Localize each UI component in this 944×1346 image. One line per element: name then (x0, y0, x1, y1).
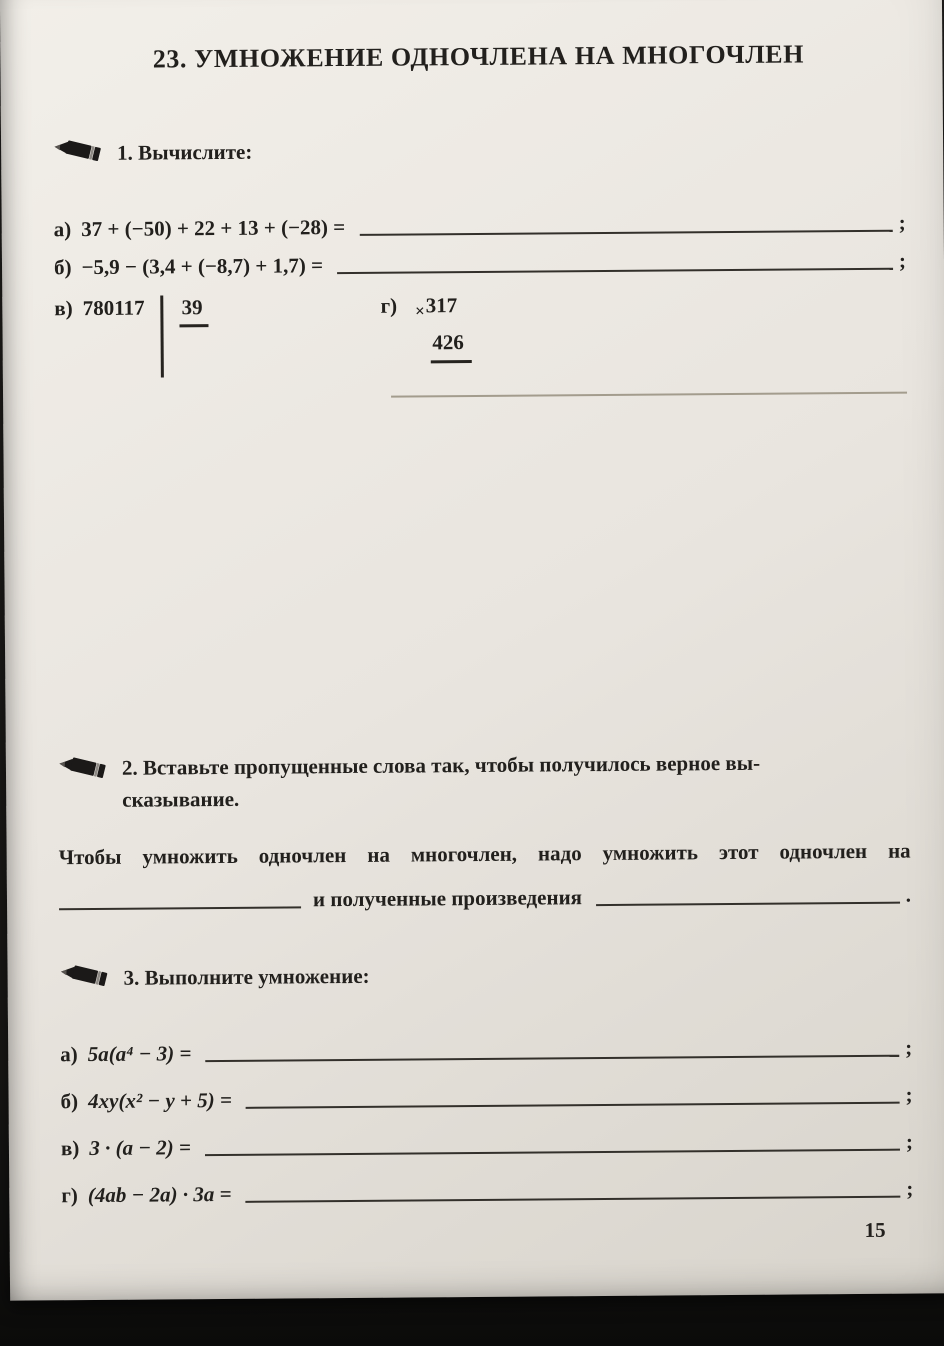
multiplicand: 317 (425, 293, 458, 318)
exercise1-work-row (54, 290, 907, 379)
item-suffix: ; (898, 248, 907, 273)
divisor: 39 (179, 295, 208, 327)
multiplicand-row (415, 293, 458, 321)
pencil-icon (59, 962, 107, 995)
item-expression: (4ab − 2a) · 3a = (87, 1181, 232, 1208)
division-bracket (160, 295, 209, 377)
multiplication-column (415, 293, 472, 363)
item-label: а) (60, 1042, 78, 1067)
item-label: г) (61, 1183, 78, 1208)
exercise1-header (53, 129, 905, 171)
answer-blank (337, 268, 893, 274)
exercise2-heading-line2: сказывание. (122, 786, 240, 812)
item-suffix: ; (898, 210, 906, 235)
item-label: в) (60, 1136, 80, 1161)
answer-blank (205, 1055, 899, 1062)
exercise3-item-v (61, 1127, 913, 1164)
item-expression: 3 · (a − 2) = (89, 1135, 192, 1161)
exercise2-statement (59, 836, 912, 917)
answer-blank (246, 1196, 901, 1203)
item-label: б) (60, 1089, 79, 1114)
fill-in-blank (59, 906, 301, 910)
exercise2-header (58, 746, 910, 817)
item-suffix: ; (905, 1129, 914, 1154)
answer-blank-faint (391, 392, 907, 398)
item-label: г) (380, 293, 398, 318)
exercise1-items (54, 208, 907, 283)
exercise3-header (59, 954, 911, 996)
statement-line2 (59, 880, 911, 917)
page-title: 23. УМНОЖЕНИЕ ОДНОЧЛЕНА НА МНОГОЧЛЕН (152, 39, 805, 74)
statement-mid: и полученные произведения (312, 885, 583, 912)
item-expression: −5,9 − (3,4 + (−8,7) + 1,7) = (81, 253, 324, 280)
item-label: б) (53, 255, 72, 280)
exercise1-heading: 1. Вычислите: (117, 139, 253, 165)
statement-line1: Чтобы умножить одночлен на многочлен, надо умножить этот одночлен на (58, 838, 911, 870)
fill-in-blank (596, 902, 900, 906)
pencil-icon (53, 137, 101, 170)
item-label: в) (54, 296, 73, 321)
exercise2-heading-line1: 2. Вставьте пропущенные слова так, чтобы получилось верное вы- (121, 750, 761, 780)
exercise2-heading (122, 747, 761, 816)
exercise3-item-b (60, 1080, 912, 1117)
page-number: 15 (864, 1217, 886, 1242)
item-suffix: ; (905, 1082, 913, 1107)
answer-blank (205, 1149, 900, 1156)
column-multiplication (380, 293, 472, 376)
exercise3-item-a (60, 1033, 912, 1070)
exercise3-heading: 3. Выполните умножение: (123, 963, 370, 990)
multiplier: 426 (430, 330, 472, 363)
item-suffix: ; (905, 1035, 913, 1060)
item-expression: 37 + (−50) + 22 + 13 + (−28) = (81, 215, 346, 242)
answer-blank (246, 1102, 900, 1109)
dividend: 780117 (82, 295, 145, 321)
item-label: а) (53, 217, 72, 242)
answer-blank (359, 230, 892, 236)
item-expression: 5a(a⁴ − 3) = (87, 1041, 192, 1067)
pencil-icon (58, 754, 106, 787)
exercise1-item-a (54, 208, 906, 245)
item-expression: 4xy(x² − y + 5) = (87, 1087, 233, 1114)
exercise3-items (60, 1033, 913, 1211)
exercise3-item-g (61, 1174, 913, 1211)
statement-period: . (905, 882, 912, 907)
times-sign: × (415, 301, 425, 321)
item-suffix: ; (906, 1176, 914, 1201)
exercise1-item-b (54, 246, 906, 283)
long-division (54, 295, 209, 378)
